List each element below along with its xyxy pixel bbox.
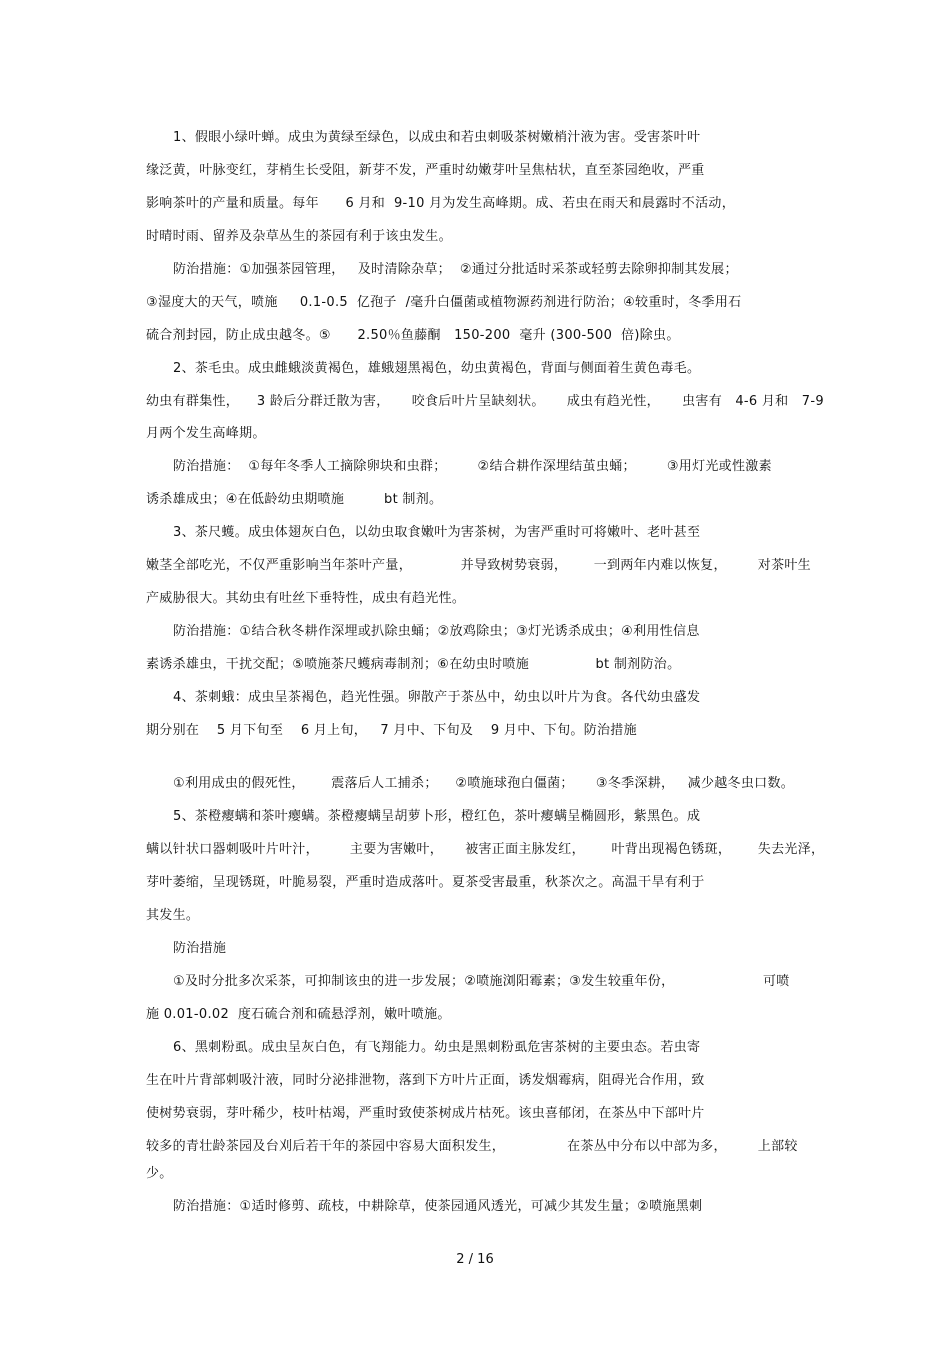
text-line: 4、茶刺蛾：成虫呈茶褐色，趋光性强。卵散产于茶丛中，幼虫以叶片为食。各代幼虫盛发 (173, 690, 701, 705)
text-line: 硫合剂封园，防止成虫越冬。⑤ 2.50％鱼藤酮 150-200 毫升 (300-500 倍)除虫。 (146, 328, 680, 343)
text-line: 其发生。 (146, 908, 200, 923)
text-line: 使树势衰弱，芽叶稀少，枝叶枯竭，严重时致使茶树成片枯死。该虫喜郁闭，在茶丛中下部叶片 (146, 1106, 705, 1121)
page-number: 2 / 16 (456, 1252, 494, 1267)
text-line: 防治措施 (173, 941, 227, 956)
text-line: 5、茶橙瘿螨和茶叶瘿螨。茶橙瘿螨呈胡萝卜形，橙红色，茶叶瘿螨呈椭圆形，紫黑色。成 (173, 809, 701, 824)
text-line: 幼虫有群集性， 3 龄后分群迁散为害， 咬食后叶片呈缺刻状。 成虫有趋光性， 虫害有 4-6 月和 7-9 (146, 394, 824, 409)
text-line: 产威胁很大。其幼虫有吐丝下垂特性，成虫有趋光性。 (146, 591, 466, 606)
text-line: 嫩茎全部吃光，不仅严重影响当年茶叶产量， 并导致树势衰弱， 一到两年内难以恢复， 对茶叶生 (146, 558, 811, 573)
text-line: 少。 (146, 1166, 173, 1181)
text-line: 1、假眼小绿叶蝉。成虫为黄绿至绿色，以成虫和若虫刺吸茶树嫩梢汁液为害。受害茶叶叶 (173, 130, 701, 145)
text-line: 影响茶叶的产量和质量。每年 6 月和 9-10 月为发生高峰期。成、若虫在雨天和晨露时不活动， (146, 196, 735, 211)
text-line: 芽叶萎缩，呈现锈斑，叶脆易裂，严重时造成落叶。夏茶受害最重，秋茶次之。高温干旱有利于 (146, 875, 705, 890)
text-line: 防治措施： ①每年冬季人工摘除卵块和虫群； ②结合耕作深埋结茧虫蛹； ③用灯光或性激素 (173, 459, 772, 474)
text-line: 时晴时雨、留养及杂草丛生的茶园有利于该虫发生。 (146, 229, 452, 244)
text-line: ①及时分批多次采茶，可抑制该虫的进一步发展；②喷施浏阳霉素；③发生较重年份， 可喷 (173, 974, 790, 989)
text-line: 月两个发生高峰期。 (146, 426, 266, 441)
text-line: 较多的青壮龄茶园及台刈后若干年的茶园中容易大面积发生， 在茶丛中分布以中部为多， 上部较 (146, 1139, 798, 1154)
text-line: ③湿度大的天气，喷施 0.1-0.5 亿孢子 /毫升白僵菌或植物源药剂进行防治；④较重时，冬季用石 (146, 295, 742, 310)
text-line: 防治措施：①结合秋冬耕作深埋或扒除虫蛹；②放鸡除虫；③灯光诱杀成虫；④利用性信息 (173, 624, 700, 639)
text-line: 期分别在 5 月下旬至 6 月上旬， 7 月中、下旬及 9 月中、下旬。防治措施 (146, 723, 637, 738)
text-line: 素诱杀雄虫，干扰交配；⑤喷施茶尺蠖病毒制剂；⑥在幼虫时喷施 bt 制剂防治。 (146, 657, 681, 672)
text-line: 3、茶尺蠖。成虫体翅灰白色，以幼虫取食嫩叶为害茶树，为害严重时可将嫩叶、老叶甚至 (173, 525, 701, 540)
text-line: ①利用成虫的假死性， 震落后人工捕杀； ②喷施球孢白僵菌； ③冬季深耕， 减少越冬虫口数。 (173, 776, 795, 791)
text-line: 防治措施：①适时修剪、疏枝，中耕除草，使茶园通风透光，可减少其发生量；②喷施黑刺 (173, 1199, 703, 1214)
text-line: 2、茶毛虫。成虫雌蛾淡黄褐色，雄蛾翅黑褐色，幼虫黄褐色，背面与侧面着生黄色毒毛。 (173, 361, 701, 376)
text-line: 防治措施：①加强茶园管理， 及时清除杂草； ②通过分批适时采茶或轻剪去除卵抑制其发展； (173, 262, 738, 277)
text-line: 6、黑刺粉虱。成虫呈灰白色，有飞翔能力。幼虫是黑刺粉虱危害茶树的主要虫态。若虫寄 (173, 1040, 701, 1055)
text-line: 诱杀雄成虫；④在低龄幼虫期喷施 bt 制剂。 (146, 492, 443, 507)
text-line: 生在叶片背部刺吸汁液，同时分泌排泄物，落到下方叶片正面，诱发烟霉病，阻碍光合作用，致 (146, 1073, 705, 1088)
text-line: 缘泛黄，叶脉变红，芽梢生长受阻，新芽不发，严重时幼嫩芽叶呈焦枯状，直至茶园绝收，严重 (146, 163, 705, 178)
text-line: 螨以针状口器刺吸叶片叶汁， 主要为害嫩叶， 被害正面主脉发红， 叶背出现褐色锈斑， 失去光泽， (146, 842, 825, 857)
text-line: 施 0.01-0.02 度石硫合剂和硫悬浮剂，嫩叶喷施。 (146, 1007, 451, 1022)
